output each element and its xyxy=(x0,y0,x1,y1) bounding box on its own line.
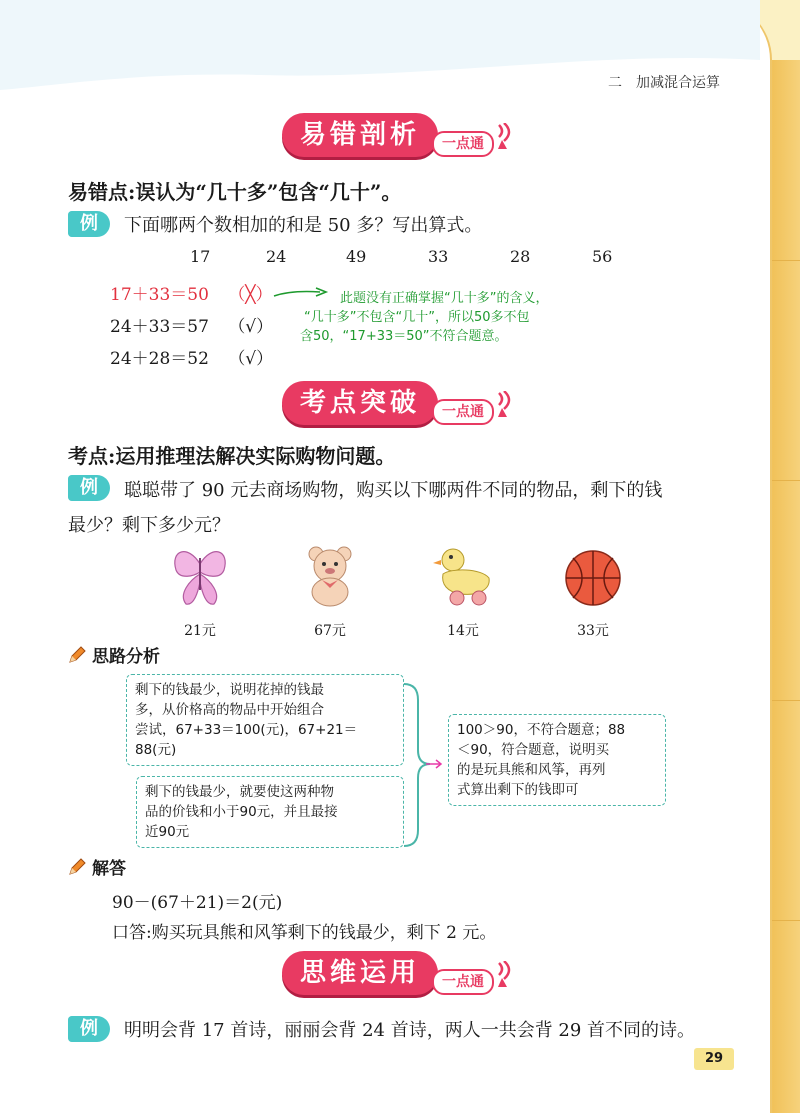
answer-title: 解答 xyxy=(92,859,126,879)
example-question-line2: 最少？剩下多少元？ xyxy=(68,515,230,536)
analysis-title: 思路分析 xyxy=(92,647,160,667)
item-price: 21元 xyxy=(184,623,216,639)
basketball-icon xyxy=(563,548,623,608)
number-item: 56 xyxy=(592,247,613,266)
pencil-icon xyxy=(68,858,86,876)
box-line: 品的价钱和小于90元，并且最接 xyxy=(145,804,338,820)
banner-application xyxy=(282,950,514,996)
number-item: 49 xyxy=(346,247,367,266)
banner-tag: 一点通 xyxy=(432,131,494,157)
wrong-mark: （╳） xyxy=(228,285,273,305)
equation-wrong xyxy=(110,280,273,305)
number-item: 24 xyxy=(266,247,287,266)
example-badge: 例 xyxy=(68,475,110,501)
signal-icon xyxy=(496,123,514,151)
equation-expr: 17＋33＝50 xyxy=(110,285,209,305)
example-question: 下面哪两个数相加的和是 50 多？写出算式。 xyxy=(124,215,483,236)
item-price: 67元 xyxy=(314,623,346,639)
box-line: 剩下的钱最少，就要使这两种物 xyxy=(145,784,334,800)
banner-title: 易错剖析 xyxy=(282,113,438,157)
brace-icon xyxy=(398,680,448,850)
pencil-icon xyxy=(68,646,86,664)
item-price: 14元 xyxy=(447,623,479,639)
banner-tag: 一点通 xyxy=(432,969,494,995)
banner-mistakes xyxy=(282,112,514,158)
chapter-title: 二 加减混合运算 xyxy=(608,75,720,91)
banner-tag: 一点通 xyxy=(432,399,494,425)
box-line: 多，从价格高的物品中开始组合 xyxy=(135,702,324,718)
analysis-box-2 xyxy=(136,776,404,848)
butterfly-kite-icon xyxy=(170,544,230,608)
note-line: 此题没有正确掌握“几十多”的含义， xyxy=(340,291,549,306)
box-line: 式算出剩下的钱即可 xyxy=(457,782,579,798)
top-wave-decoration xyxy=(0,0,760,110)
example-badge: 例 xyxy=(68,1016,110,1042)
box-line: 100＞90，不符合题意；88 xyxy=(457,722,626,738)
box-line: 尝试，67+33＝100(元)，67+21＝ xyxy=(135,722,358,738)
number-item: 28 xyxy=(510,247,531,266)
equation-correct xyxy=(110,344,273,369)
page-number: 29 xyxy=(694,1048,734,1070)
number-item: 33 xyxy=(428,247,449,266)
answer-text: 口答:购买玩具熊和风筝剩下的钱最少，剩下 2 元。 xyxy=(112,923,497,943)
box-line: 的是玩具熊和风筝，再列 xyxy=(457,762,606,778)
mistake-note xyxy=(300,289,660,346)
box-line: ＜90，符合题意，说明买 xyxy=(457,742,610,758)
signal-icon xyxy=(496,391,514,419)
example-question: 明明会背 17 首诗，丽丽会背 24 首诗，两人一共会背 29 首不同的诗。 xyxy=(124,1020,696,1041)
analysis-heading xyxy=(68,642,160,667)
key-point-heading: 考点:运用推理法解决实际购物问题。 xyxy=(68,444,396,468)
number-item: 17 xyxy=(190,247,211,266)
banner-breakthrough xyxy=(282,380,514,426)
analysis-box-3 xyxy=(448,714,666,806)
duck-toy-icon xyxy=(431,544,495,608)
item-price: 33元 xyxy=(577,623,609,639)
item-butterfly-kite xyxy=(155,540,245,640)
teddy-bear-icon xyxy=(300,544,360,608)
example-question-line1: 聪聪带了 90 元去商场购物，购买以下哪两件不同的物品，剩下的钱 xyxy=(124,480,663,501)
equation-expr: 24＋28＝52 xyxy=(110,349,209,369)
box-line: 88(元) xyxy=(135,742,177,758)
mistake-heading: 易错点:误认为“几十多”包含“几十”。 xyxy=(68,180,402,204)
item-duck-toy xyxy=(418,540,508,640)
analysis-box-1 xyxy=(126,674,404,766)
signal-icon xyxy=(496,961,514,989)
item-basketball xyxy=(548,540,638,640)
answer-heading xyxy=(68,854,126,879)
note-line: 含50，“17+33＝50”不符合题意。 xyxy=(300,329,508,344)
check-mark: （√） xyxy=(228,317,274,337)
answer-expression: 90－(67＋21)＝2(元) xyxy=(112,893,283,913)
banner-title: 考点突破 xyxy=(282,381,438,425)
check-mark: （√） xyxy=(228,349,274,369)
item-teddy-bear xyxy=(285,540,375,640)
note-line: “几十多”不包含“几十”，所以50多不包 xyxy=(304,310,530,325)
equation-correct xyxy=(110,312,273,337)
banner-title: 思维运用 xyxy=(282,951,438,995)
equation-expr: 24＋33＝57 xyxy=(110,317,209,337)
box-line: 近90元 xyxy=(145,824,190,840)
box-line: 剩下的钱最少，说明花掉的钱最 xyxy=(135,682,324,698)
example-badge: 例 xyxy=(68,211,110,237)
